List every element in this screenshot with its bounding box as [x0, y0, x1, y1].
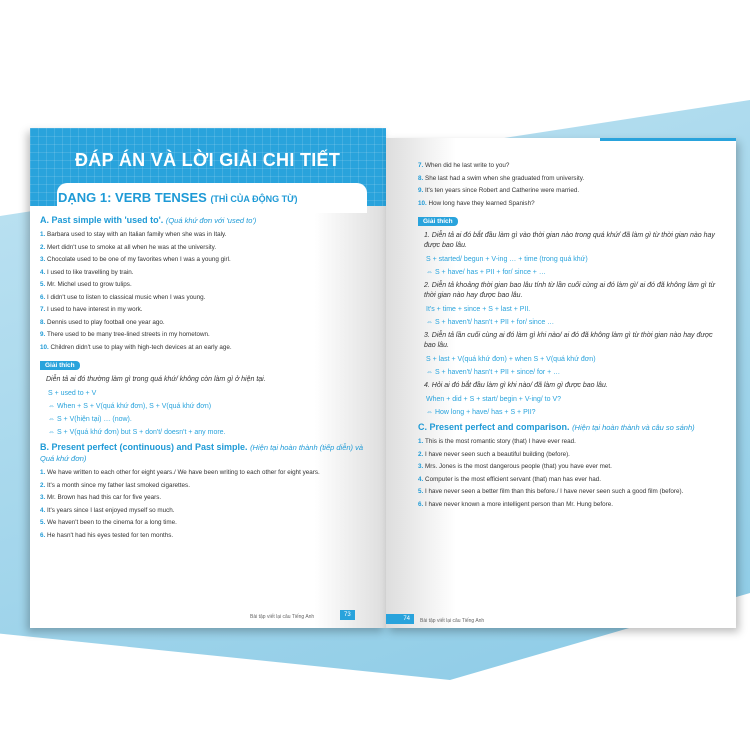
explanation-text: 2. Diễn tả khoảng thời gian bao lâu tính từ lần cuối cùng ai đó làm gì/ ai đó đã không làm gì từ thời gian nào hay được bao lâu. [424, 282, 715, 299]
item-number: 1. [40, 469, 48, 476]
list-item [40, 229, 366, 242]
item-text: We have written to each other for eight years./ We have been writing to each other for eight years. [47, 469, 320, 476]
formula: S + last + V(quá khứ đơn) + when S + V(quá khứ đơn) [426, 356, 596, 363]
item-number: 3. [40, 494, 48, 501]
formula: S + used to + V [48, 390, 97, 397]
formula: When + did + S + start/ begin + V-ing/ to V? [426, 396, 562, 403]
item-text: Mert didn't use to smoke at all when he was at the university. [47, 243, 217, 251]
heading-a [40, 215, 366, 226]
heading-c-vi: (Hiện tại hoàn thành và câu so sánh) [572, 423, 695, 432]
item-number: 7. [40, 306, 48, 313]
item-text: Mr. Michel used to grow tulips. [47, 281, 132, 288]
list-item [40, 267, 366, 280]
formula: ⇔ S + V(hiện tại) … (now). [48, 416, 132, 423]
item-number: 2. [418, 450, 426, 458]
list-item [40, 292, 366, 305]
item-number: 6. [40, 293, 48, 301]
list-item [418, 486, 726, 499]
explanation-badge: Giải thích [418, 217, 458, 226]
item-text: Dennis used to play football one year ago. [47, 318, 165, 326]
page-title: ĐÁP ÁN VÀ LỜI GIẢI CHI TIẾT [75, 150, 341, 170]
page-number: 74 [386, 614, 414, 624]
item-number: 5. [40, 519, 48, 526]
list-item [40, 242, 366, 255]
item-number: 2. [40, 243, 48, 251]
formula: ⇔ S + have/ has + PII + for/ since + … [426, 269, 546, 276]
list-item [418, 449, 726, 462]
list-item [418, 173, 726, 186]
item-text: Chocolate used to be one of my favorites when I was a young girl. [47, 256, 231, 263]
item-number: 3. [40, 256, 48, 263]
section-subtitle: (THÌ CỦA ĐỘNG TỪ) [210, 194, 298, 204]
item-text: Computer is the most efficient servant (that) man has ever had. [425, 475, 601, 483]
heading-b [40, 442, 366, 464]
item-number: 4. [418, 475, 426, 483]
footer-text: Bài tập viết lại câu Tiếng Anh [420, 618, 485, 624]
formula: ⇔ S + haven't/ hasn't + PII + since/ for + … [426, 369, 561, 376]
right-content [414, 160, 726, 511]
item-text: I have never known a more intelligent person than Mr. Hung before. [425, 500, 613, 508]
item-number: 3. [418, 463, 426, 470]
heading-b-vi: (Hiện tại hoàn thành (tiếp diễn) và Quá khứ đơn) [40, 443, 364, 463]
item-text: I have never seen a better film than this before./ I have never seen such a good film (before). [425, 488, 684, 495]
list-item [40, 517, 366, 530]
item-text: It's a month since my father last smoked cigarettes. [47, 481, 190, 489]
list-item [418, 185, 726, 198]
formula: S + started/ begun + V-ing … + time (trong quá khứ) [426, 256, 588, 263]
list-item [40, 254, 366, 267]
list-item [40, 492, 366, 505]
item-number: 2. [40, 481, 48, 489]
item-text: How long have they learned Spanish? [428, 199, 535, 207]
item-text: I used to like travelling by train. [47, 268, 134, 276]
list-item [418, 160, 726, 173]
item-text: Barbara used to stay with an Italian family when she was in Italy. [47, 231, 227, 238]
item-text: It's years since I last enjoyed myself so much. [47, 506, 175, 514]
item-number: 1. [40, 231, 48, 238]
item-number: 1. [418, 438, 426, 445]
item-text: When did he last write to you? [425, 162, 510, 169]
page-number: 73 [340, 610, 355, 620]
list-item [418, 436, 726, 449]
list-item [40, 329, 366, 342]
list-item [40, 530, 366, 543]
item-text: Children didn't use to play with high-tech devices at an early age. [50, 343, 232, 351]
item-number: 4. [40, 268, 48, 276]
left-page [30, 128, 386, 628]
item-text: I have never seen such a beautiful building (before). [425, 450, 570, 458]
item-number: 5. [40, 281, 48, 288]
item-text: There used to be many tree-lined streets in my hometown. [47, 331, 210, 338]
formula: It's + time + since + S + last + PII. [426, 306, 531, 313]
list-item [40, 317, 366, 330]
list-item [40, 279, 366, 292]
list-item [418, 474, 726, 487]
list-item [418, 499, 726, 512]
item-text: Mr. Brown has had this car for five years. [47, 494, 162, 501]
item-number: 10. [418, 199, 427, 207]
item-text: This is the most romantic story (that) I have ever read. [425, 438, 576, 445]
list-item [418, 461, 726, 474]
heading-b-text: B. Present perfect (continuous) and Past simple. [40, 442, 248, 452]
heading-a-text: A. Past simple with 'used to'. [40, 215, 164, 225]
item-number: 9. [40, 331, 48, 338]
item-number: 8. [418, 174, 424, 182]
explanation-text: 3. Diễn tả lần cuối cùng ai đó làm gì khi nào/ ai đó đã không làm gì từ thời gian nào hay được bao lâu. [424, 332, 713, 349]
item-number: 8. [40, 318, 48, 326]
item-text: He hasn't had his eyes tested for ten months. [47, 531, 174, 539]
list-item [40, 342, 366, 355]
list-item [40, 467, 366, 480]
explanation-text: 1. Diễn tả ai đó bắt đầu làm gì vào thời gian nào trong quá khứ/ đã làm gì từ thời gian nào hay được bao lâu. [424, 232, 715, 249]
item-number: 4. [40, 506, 48, 514]
item-text: I didn't use to listen to classical music when I was young. [47, 293, 206, 301]
left-content [36, 212, 366, 542]
list-item [40, 304, 366, 317]
section-title-text: DẠNG 1: VERB TENSES [58, 190, 207, 205]
item-number: 6. [418, 500, 426, 508]
item-number: 10. [40, 343, 51, 351]
top-strip [600, 138, 736, 141]
item-text: It's ten years since Robert and Catherine were married. [425, 187, 580, 194]
item-text: I used to have interest in my work. [47, 306, 143, 313]
item-text: Mrs. Jones is the most dangerous people (that) you have ever met. [425, 463, 612, 470]
item-number: 7. [418, 162, 424, 169]
item-number: 6. [40, 531, 48, 539]
item-text: We haven't been to the cinema for a long time. [47, 519, 177, 526]
heading-a-vi: (Quá khứ đơn với 'used to') [165, 216, 257, 225]
heading-c-text: C. Present perfect and comparison. [418, 422, 570, 432]
formula: ⇔ S + V(quá khứ đơn) but S + don't/ doesn't + any more. [48, 429, 226, 436]
formula: ⇔ When + S + V(quá khứ đơn), S + V(quá khứ đơn) [48, 403, 212, 410]
explanation-text: 4. Hỏi ai đó bắt đầu làm gì khi nào/ đã làm gì được bao lâu. [424, 382, 608, 389]
explanation-badge: Giải thích [40, 361, 80, 370]
right-page [386, 138, 736, 628]
formula: ⇔ S + haven't/ hasn't + PII + for/ since … [426, 319, 555, 326]
item-number: 9. [418, 187, 424, 194]
list-item [40, 480, 366, 493]
list-item [418, 198, 726, 211]
item-text: She last had a swim when she graduated from university. [425, 174, 585, 182]
item-number: 5. [418, 488, 426, 495]
heading-c [418, 422, 726, 433]
section-title [58, 190, 298, 207]
footer-text: Bài tập viết lại câu Tiếng Anh [250, 614, 315, 620]
list-item [40, 505, 366, 518]
explanation-text: Diễn tả ai đó thường làm gì trong quá khứ/ không còn làm gì ở hiện tại. [46, 376, 266, 383]
formula: ⇔ How long + have/ has + S + PII? [426, 409, 536, 416]
